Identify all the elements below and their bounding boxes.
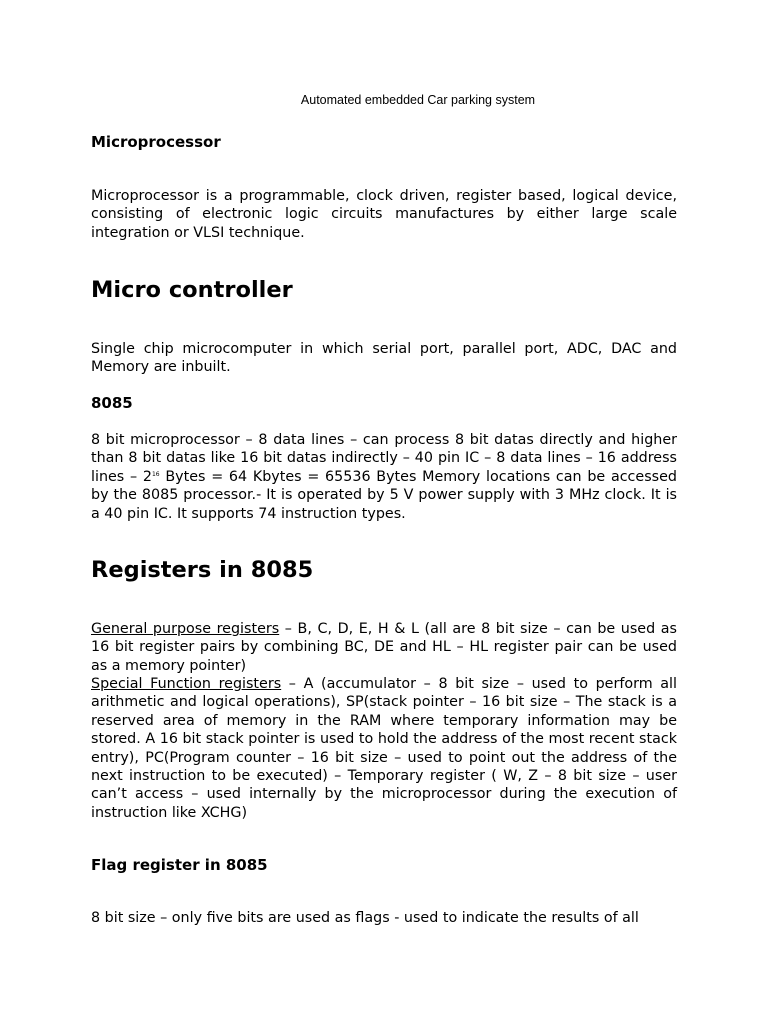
heading-microprocessor: Microprocessor: [91, 133, 221, 151]
paragraph-micro-controller: Single chip microcomputer in which serial port, parallel port, ADC, DAC and Memory are inbuilt.: [91, 341, 677, 376]
paragraph-special-function: [91, 675, 677, 822]
paragraph-general-purpose: [91, 620, 677, 675]
heading-flag-register: Flag register in 8085: [91, 856, 268, 874]
paragraph-8085: [91, 431, 677, 523]
paragraph-8085-part1: 8 bit microprocessor – 8 data lines – can process 8 bit datas directly and higher than 8 bit datas like 16 bit datas indirectly – 40 pin IC – 8 data lines – 16 address lines – 2: [91, 432, 677, 485]
heading-registers-8085: Registers in 8085: [91, 557, 314, 583]
page-header: Automated embedded Car parking system: [300, 93, 536, 107]
special-function-label: Special Function registers: [91, 676, 282, 692]
paragraph-flag-register: 8 bit size – only five bits are used as flags - used to indicate the results of all: [91, 910, 639, 926]
heading-micro-controller: Micro controller: [91, 277, 293, 303]
special-function-text: – A (accumulator – 8 bit size – used to perform all arithmetic and logical operations), SP(stack pointer – 16 bit size – The stack is a reserved area of memory in the RAM where temporary information may be stored. A 16 bit stack pointer is used to hold the address of the most recent stack entry), PC(Program counter – 16 bit size – used to point out the address of the next instruction to be executed) – Temporary register ( W, Z – 8 bit size – user can’t access – used internally by the microprocessor during the execution of instruction like XCHG): [91, 676, 678, 821]
paragraph-8085-part2: Bytes = 64 Kbytes = 65536 Bytes Memory locations can be accessed by the 8085 processor.- It is operated by 5 V power supply with 3 MHz clock. It is a 40 pin IC. It supports 74 instruction types.: [91, 468, 677, 522]
general-purpose-text: – B, C, D, E, H & L (all are 8 bit size – can be used as 16 bit register pairs by combining BC, DE and HL – HL register pair can be used as a memory pointer): [91, 621, 677, 674]
paragraph-microprocessor: Microprocessor is a programmable, clock driven, register based, logical device, consisting of electronic logic circuits manufactures by either large scale integration or VLSI technique.: [91, 188, 677, 241]
general-purpose-label: General purpose registers: [91, 621, 280, 637]
heading-8085: 8085: [91, 394, 133, 412]
power-superscript: 16: [151, 470, 160, 478]
